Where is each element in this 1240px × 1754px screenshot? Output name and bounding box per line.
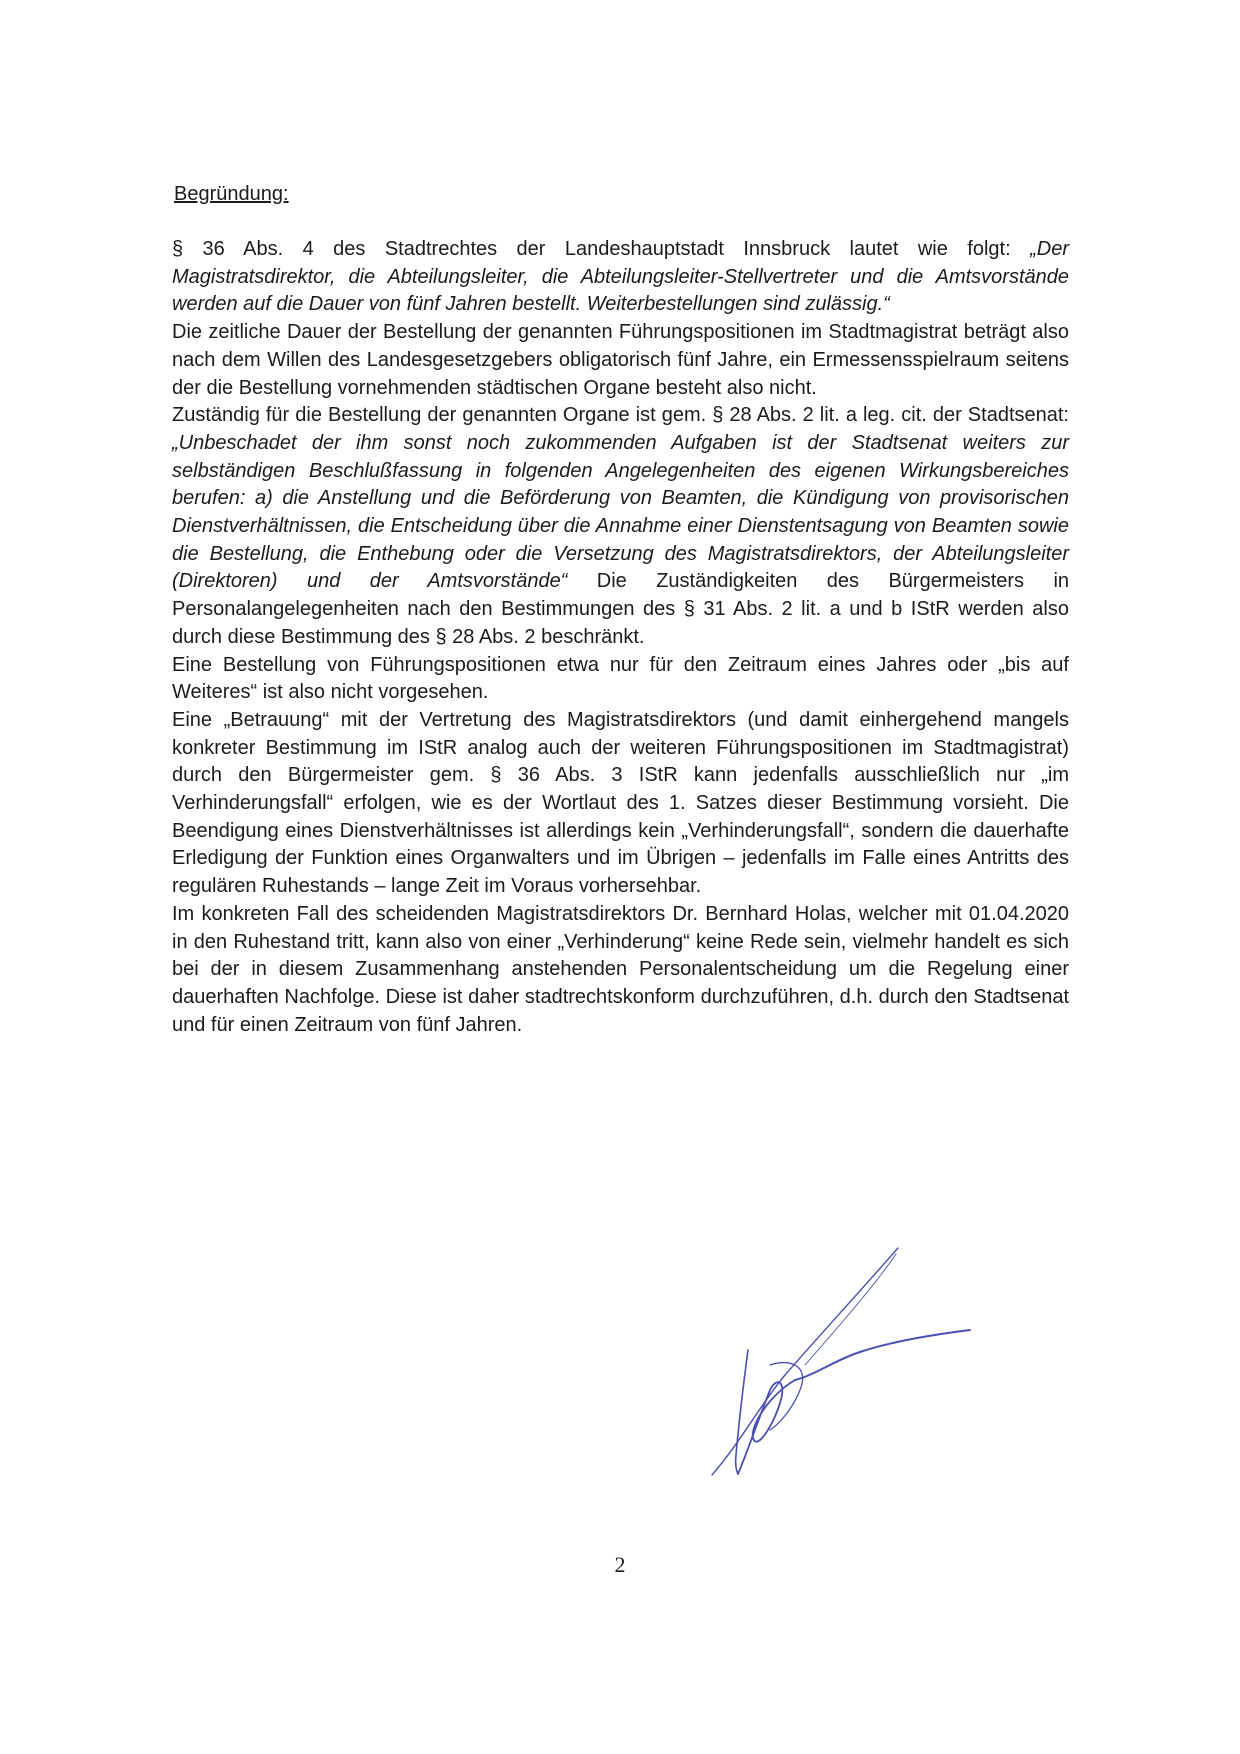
paragraph-4 bbox=[172, 652, 1069, 707]
paragraph-1-quote: „Der Magistratsdirektor, die Abteilungsleiter, die Abteilungsleiter-Stellvertreter und die Amtsvorstände werden auf die Dauer von fünf Jahren bestellt. Weiterbestellungen sind zulässig.“ bbox=[172, 238, 1069, 316]
handwritten-signature-icon bbox=[700, 1240, 1000, 1490]
paragraph-6 bbox=[172, 901, 1069, 1040]
paragraph-1 bbox=[172, 236, 1069, 319]
paragraph-2 bbox=[172, 319, 1069, 402]
paragraph-3-text-end: Die Zuständigkeiten des Bürgermeisters in Personalangelegenheiten nach den Bestimmungen des § 31 Abs. 2 lit. a und b IStR werden also durch diese Bestimmung des § 28 Abs. 2 beschränkt. bbox=[172, 570, 1070, 648]
paragraph-1-text: § 36 Abs. 4 des Stadtrechtes der Landeshauptstadt Innsbruck lautet wie folgt: bbox=[172, 238, 1031, 260]
paragraph-4-text: Eine Bestellung von Führungspositionen etwa nur für den Zeitraum eines Jahres oder „bis auf Weiteres“ ist also nicht vorgesehen. bbox=[172, 653, 1069, 704]
page-number: 2 bbox=[614, 1552, 626, 1577]
paragraph-3-text: Zuständig für die Bestellung der genannten Organe ist gem. § 28 Abs. 2 lit. a leg. cit. der Stadtsenat: bbox=[172, 404, 1069, 427]
section-heading: Begründung: bbox=[174, 183, 289, 205]
paragraph-2-text: Die zeitliche Dauer der Bestellung der genannten Führungspositionen im Stadtmagistrat beträgt also nach dem Willen des Landesgesetzgebers obligatorisch fünf Jahre, ein Ermessensspielraum seitens der die Bestellung vornehmenden städtischen Organe besteht also nicht. bbox=[172, 321, 1069, 399]
paragraph-3 bbox=[172, 402, 1069, 651]
body-text bbox=[172, 236, 1069, 1039]
paragraph-6-text: Im konkreten Fall des scheidenden Magistratsdirektors Dr. Bernhard Holas, welcher mit 01.04.2020 in den Ruhestand tritt, kann also von einer „Verhinderung“ keine Rede sein, vielmehr handelt es sich bei der in diesem Zusammenhang anstehenden Personalentscheidung um die Regelung einer dauerhaften Nachfolge. Diese ist daher stadtrechtskonform durchzuführen, d.h. durch den Stadtsenat und für einen Zeitraum von fünf Jahren. bbox=[172, 902, 1069, 1036]
paragraph-5-text: Eine „Betrauung“ mit der Vertretung des Magistratsdirektors (und damit einhergehend mangels konkreter Bestimmung im IStR analog auch der weiteren Führungspositionen im Stadtmagistrat) durch den Bürgermeister gem. § 36 Abs. 3 IStR kann jedenfalls ausschließlich nur „im Verhinderungsfall“ erfolgen, wie es der Wortlaut des 1. Satzes dieser Bestimmung vorsieht. Die Beendigung eines Dienstverhältnisses ist allerdings kein „Verhinderungsfall“, sondern die dauerhafte Erledigung der Funktion eines Organwalters und im Übrigen – jedenfalls im Falle eines Antritts des regulären Ruhestands – lange Zeit im Voraus vorhersehbar. bbox=[172, 708, 1069, 898]
paragraph-3-quote: „Unbeschadet der ihm sonst noch zukommenden Aufgaben ist der Stadtsenat weiters zur selbständigen Beschlußfassung in folgenden Angelegenheiten des eigenen Wirkungsbereiches berufen: a) die Anstellung und die Beförderung von Beamten, die Kündigung von provisorischen Dienstverhältnissen, die Entscheidung über die Annahme einer Dienstentsagung von Beamten sowie die Bestellung, die Enthebung oder die Versetzung des Magistratsdirektors, der Abteilungsleiter (Direktoren) und der Amtsvorstände“ bbox=[172, 431, 1069, 593]
paragraph-5 bbox=[172, 707, 1069, 901]
